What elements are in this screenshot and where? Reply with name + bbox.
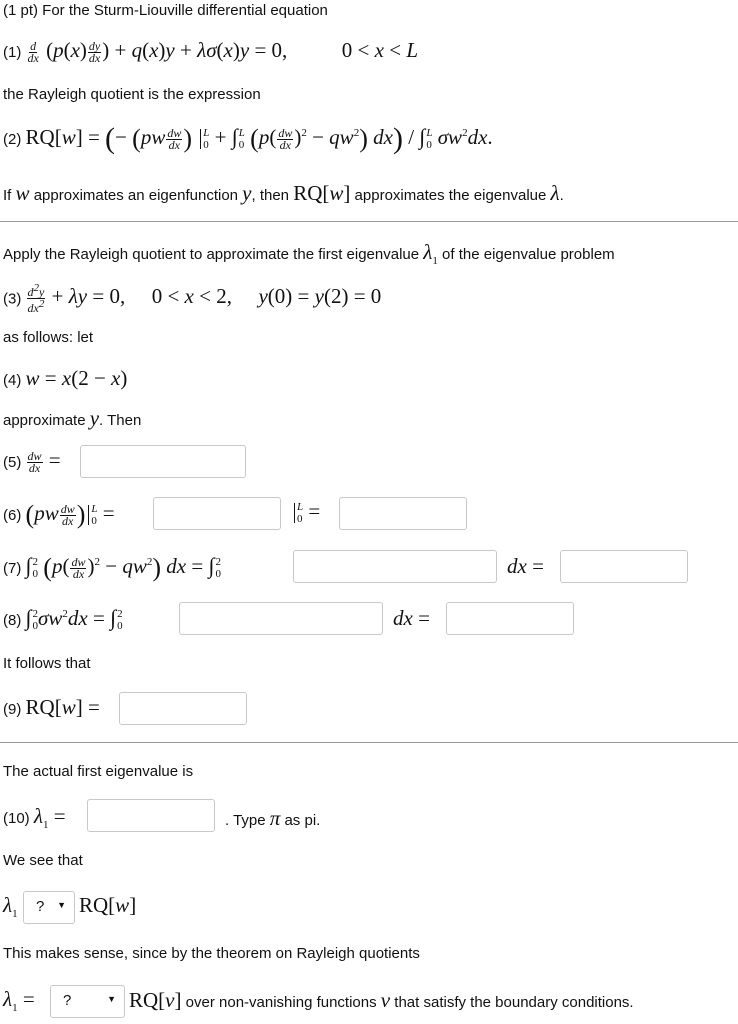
- comparison-select-2-value: ?: [63, 992, 72, 1009]
- comparison-select-1-value: ?: [36, 898, 45, 915]
- dx-equals-7: dx =: [507, 554, 544, 578]
- eq2-label: (2): [3, 131, 22, 148]
- as-follows-text: as follows: let: [3, 329, 94, 346]
- it-follows-text: It follows that: [3, 655, 91, 672]
- denominator-value-input[interactable]: [446, 602, 574, 635]
- chevron-down-icon: ▼: [57, 900, 66, 910]
- boundary-term-value-input[interactable]: [339, 497, 467, 530]
- equation-2: (2) RQ[w] = (− (pw $\frac{dw}{dx}$ ) L 0 + ∫ L 0 (p( $\frac{dw}{dx}$ )$^2 - qw^2$) dx) / ∫ L 0 $\sigma w^2dx$.: [3, 122, 493, 155]
- eq1-label: (1): [3, 44, 22, 61]
- boundary-term-expression-input[interactable]: [153, 497, 281, 530]
- divider-2: [0, 742, 738, 743]
- eq7-label: (7): [3, 560, 22, 577]
- lambda1-symbol: $\lambda_1$: [3, 893, 18, 921]
- equation-1: (1) $\frac{d}{dx}$ (p(x) $\frac{dy}{dx}$ ) + q(x)y + λσ(x)y = 0, 0 < x < L: [3, 38, 418, 65]
- makes-sense-text: This makes sense, since by the theorem on Rayleigh quotients: [3, 945, 420, 962]
- dx-equals-8: dx =: [393, 606, 430, 630]
- equation-6: (6) (pw $\frac{dw}{dx}$ ) L 0 =: [3, 500, 115, 529]
- chevron-down-icon: ▼: [107, 994, 116, 1004]
- equation-9: (9) RQ[w] =: [3, 695, 100, 719]
- eq10-label: (10): [3, 810, 30, 827]
- eval-bar-6: L 0 =: [291, 499, 320, 525]
- eq9-label: (9): [3, 701, 22, 718]
- problem-header: (1 pt) For the Sturm-Liouville differential equation: [3, 2, 328, 19]
- comparison-select-1[interactable]: [23, 891, 75, 924]
- theorem-statement: RQ[v] over non-vanishing functions v that satisfy the boundary conditions.: [129, 988, 634, 1012]
- numerator-value-input[interactable]: [560, 550, 688, 583]
- equation-7: (7) ∫ 2 0 (p( $\frac{dw}{dx}$ )$^2 - qw^2$) dx = ∫ 2 0: [3, 553, 221, 582]
- rq-w-symbol: RQ[w]: [79, 893, 137, 917]
- rayleigh-intro: the Rayleigh quotient is the expression: [3, 86, 261, 103]
- numerator-integrand-input[interactable]: [293, 550, 497, 583]
- approx-statement: If w approximates an eigenfunction y, then RQ[w] approximates the eigenvalue λ.: [3, 181, 564, 205]
- equation-4: (4) w = x(2 − x): [3, 366, 128, 390]
- eq4-label: (4): [3, 372, 22, 389]
- denominator-integrand-input[interactable]: [179, 602, 383, 635]
- equation-10: (10) $\lambda_1$ =: [3, 804, 66, 832]
- equation-5: (5) $\frac{dw}{dx}$ =: [3, 448, 61, 475]
- actual-eigenvalue-text: The actual first eigenvalue is: [3, 763, 194, 780]
- eq8-label: (8): [3, 612, 22, 629]
- approximate-y-text: approximate y. Then: [3, 406, 142, 430]
- eq6-label: (6): [3, 507, 22, 524]
- actual-eigenvalue-input[interactable]: [87, 799, 215, 832]
- equation-3: (3) $\frac{d^2y}{dx^2}$ + λy = 0, 0 < x < 2, y(0) = y(2) = 0: [3, 282, 382, 315]
- eq5-label: (5): [3, 454, 22, 471]
- equation-8: (8) ∫ 2 0 $\sigma w^2dx$ = ∫ 2 0: [3, 605, 123, 633]
- divider-1: [0, 221, 738, 222]
- apply-statement: Apply the Rayleigh quotient to approximate the first eigenvalue $\lambda_1$ of the eigenvalue problem: [3, 240, 615, 268]
- type-pi-hint: . Type π as pi.: [225, 806, 321, 830]
- rayleigh-quotient-input[interactable]: [119, 692, 247, 725]
- lambda1-equals: $\lambda_1$ =: [3, 987, 35, 1015]
- dw-dx-input[interactable]: [80, 445, 246, 478]
- comparison-select-2[interactable]: [50, 985, 125, 1018]
- eq3-label: (3): [3, 290, 22, 308]
- we-see-text: We see that: [3, 852, 83, 869]
